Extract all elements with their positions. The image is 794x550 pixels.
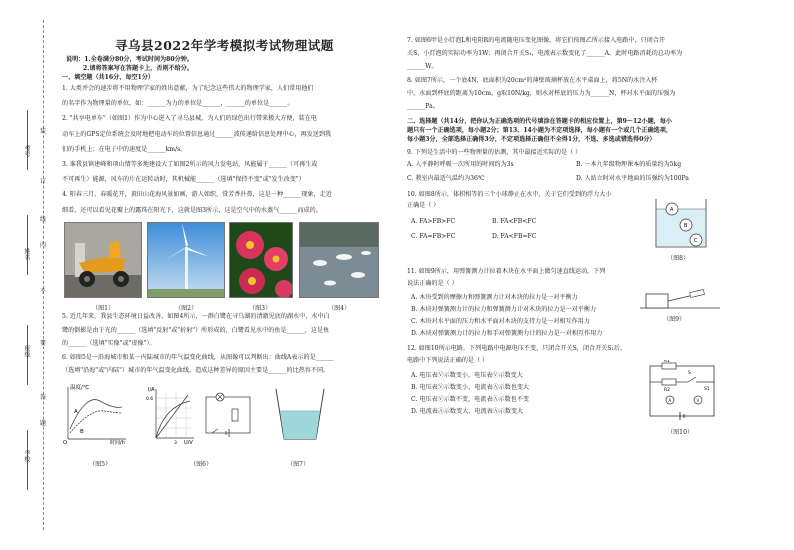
q11-option-c: C. 木块对水平面的压力和水平面对木块的支持力是一对相互作用力 <box>411 318 590 325</box>
question-text-line: 8. 如图7所示，一个底4N，底面积为20cm²的薄壁玻璃杯放在水平桌面上，将5N的水注入杯 <box>407 76 658 84</box>
question-text-line: （选填"沿海"或"内陆"）城市的年气温变化曲线，造成这种差异的原因主要是______的比热容不同。 <box>62 367 330 375</box>
figure-2-photo <box>147 222 225 298</box>
wind-turbine-illustration <box>148 223 224 297</box>
q9-option-a: A. 人平静时呼吸一次所用的时间约为3s <box>407 161 514 168</box>
section2-heading: 二、选择题（共14分，把你认为正确选项的代号填涂在答题卡的相应位置上，第9～12小题，每小 <box>407 118 672 125</box>
figure-8-beaker <box>652 195 710 251</box>
q12-stem: 12. 如图10所示电路，下列电路中电源电压不变，只闭合开关S，闭合开关S₁后， <box>407 345 627 352</box>
question-text-line: 不可再生）能源，风车的片在运转动时，其机械能______（选填"保持不变"或"发生改变"） <box>62 176 305 184</box>
binding-underline <box>27 215 28 275</box>
question-text-line: 中，水面到杯底的距离为10cm，g取10N/kg，则水对杯底的压力为______N，杯对水平面的压强为 <box>407 89 676 97</box>
question-text-line: 动车上的GPS定位系统会及时地把电动车的位置信息通过______波传递给信息处理中心，再发送到我 <box>62 130 332 138</box>
q12-option-a: A. 电压表Ⓥ示数变小，电压表Ⓥ示数变大 <box>411 372 523 379</box>
binding-mark: 不 <box>40 288 47 295</box>
fig6-ylabel: I/A <box>148 387 155 393</box>
paper-title: 寻乌县2022年学考模拟考试物理试题 <box>115 38 334 53</box>
question-text-line: 的名字作为物理量的单位，如：______为力的单位是______，______的单位是______。 <box>62 100 294 108</box>
fig8-label-c: C <box>694 238 698 244</box>
ebike-illustration <box>65 223 141 297</box>
binding-mark: 订 <box>40 178 47 185</box>
question-text-line: 细看，还可以看见花瓣上的露珠在阳光下，这就是图3所示，这是空气中的水蒸气______而成的。 <box>62 206 322 214</box>
binding-mark: 线 <box>40 216 47 223</box>
fig5-xlabel: 时间/h <box>110 440 125 445</box>
binding-mark: 答 <box>40 394 47 401</box>
q9-stem: 9. 下列是生活中的一些物理量的估测，其中最接近实际的是（ ） <box>407 149 582 156</box>
question-text-line: 6. 如图5是一沿海城市和某一内陆城市的年气温变化曲线，从图像可以判断出：曲线A表示的是______ <box>62 353 334 361</box>
q11-stem-2: 说法正确的是（ ） <box>407 280 458 287</box>
q10-stem-2: 正确是（ ） <box>407 202 440 209</box>
figure-3-photo <box>229 222 293 298</box>
binding-strip <box>0 0 60 550</box>
q11-stem: 11. 如图9所示，用弹簧测力计拉着木块在水平面上做匀速直线运动，下列 <box>407 268 606 275</box>
figure-6-diagram <box>146 383 256 445</box>
question-text-line: 关S，小灯泡的实际功率为1W；再闭合开关S₁，电流表示数变化了______A，此时电路消耗的总功率为 <box>407 50 683 58</box>
q11-option-a: A. 木块受到的摩擦力和弹簧测力计对木块的拉力是一对平衡力 <box>411 294 578 301</box>
instruction-line: 说明：1.全卷满分80分，考试时间为80分钟。 <box>66 56 193 63</box>
question-text-line: 2. "共享电单车"（如图1）作为中心进入了寻乌县城，为人们的绿色出行带来极大方便，装在电 <box>62 115 317 123</box>
fig8-label-a: A <box>670 207 674 213</box>
figure-1-caption: （图1） <box>92 305 115 312</box>
fig6-tick-y: 0.6 <box>146 397 154 402</box>
question-text-line: 们的手机上；在电子中的速度是______km/s。 <box>62 145 187 153</box>
q12-option-d: D. 电流表Ⓐ示数变大，电流表Ⓐ示数变大 <box>411 408 524 415</box>
fig6-grid <box>156 389 194 438</box>
binding-mark: 题 <box>40 420 47 427</box>
fig8-label-b: B <box>684 223 688 229</box>
q10-option-c: C. FA=FB>FC <box>411 233 456 240</box>
binding-mark: 装 <box>40 128 47 135</box>
figure-4-caption: （图4） <box>328 305 351 312</box>
question-text-line: ______W。 <box>407 63 438 71</box>
section2-line: 每小题3分，全部选择正确得3分，不定项选择正确但不全得1分，不选、多选或错选得0分） <box>407 136 656 143</box>
binding-mark: 内 <box>40 242 47 249</box>
q9-option-d: D. 人站立时对水平地面的压强约为100Pa <box>576 175 689 182</box>
q12-option-b: B. 电压表Ⓥ示数变小，电流表Ⓐ示数也变大 <box>411 384 530 391</box>
fig5-curve-a <box>70 400 122 429</box>
figure-1-photo <box>64 222 142 298</box>
question-text-line: 7. 如图6甲是小灯泡L和电阻R的电流随电压变化图像，将它们按图乙所示接入电路中，只闭合开 <box>407 37 665 44</box>
q10-stem: 10. 如图8所示，体积相等的三个小球静止在水中，关于它们受到的浮力大小 <box>407 191 612 198</box>
question-text-line: 1. 大类并会的速步将不用物理学家的姓出意献，为了纪念这些伟大的物理学家，人们常用他们 <box>62 85 314 92</box>
question-text-line: ______Pa。 <box>407 103 439 110</box>
binding-underline <box>27 110 28 170</box>
figure-4-photo <box>299 222 379 298</box>
binding-label-school: 学校 <box>23 450 30 462</box>
fig5-label-a: A <box>74 409 78 415</box>
q10-option-b: B. FA<FB<FC <box>492 218 537 225</box>
fig6-tick-x: 3 <box>174 441 177 445</box>
q10-option-d: D. FA<FB=FC <box>492 233 537 240</box>
fig5-ylabel: 温度/℃ <box>70 385 90 391</box>
fig6-circuit <box>206 393 250 437</box>
question-text-line: 4. 阳春三月，春暖花开，黄田山花海风景如画，游人如织，赏芳香扑鼻，这是一种______现象，走近 <box>62 191 332 199</box>
question-text-line: 的______（选填"实像"或"虚像"）。 <box>62 340 156 348</box>
binding-label-exam-number: 考号 <box>23 145 30 157</box>
instruction-line: 2.请将答案写在答题卡上，否则不给分。 <box>83 65 193 72</box>
binding-mark: 要 <box>40 340 47 347</box>
fig10-label-r1: R1 <box>664 360 670 364</box>
figure-10-circuit <box>644 360 720 422</box>
fig5-label-b: B <box>80 429 84 435</box>
figure-9-block <box>640 282 720 312</box>
figure-3-caption: （图3） <box>249 305 272 312</box>
binding-label-class: 班级 <box>23 345 30 357</box>
figure-7-container <box>270 383 330 445</box>
q11-option-b: B. 木块对弹簧测力计的拉力和弹簧测力计对木块的拉力是一对平衡力 <box>411 306 597 313</box>
q12-option-c: C. 电压表Ⓥ示数不变，电流表Ⓐ示数也不变 <box>411 396 530 403</box>
section2-line: 题只有一个正确选项，每小题2分；第13、14小题为不定项选择，每小题有一个或几个正确选项， <box>407 127 672 134</box>
figure-6-caption: （图6） <box>190 461 213 468</box>
fig10-label-s1: S1 <box>704 387 710 392</box>
section-heading: 一、填空题（共16分，每空1分） <box>62 74 154 81</box>
fig10-label-a: A <box>668 398 672 403</box>
fig10-r2 <box>662 379 676 385</box>
question-text-line: 5. 近几年来，我县生态环境日益改善，如图4所示，一群白鹭在寻乌湖的清澈见底的湖水中，水中白 <box>62 313 330 320</box>
fig6-xlabel: U/V <box>184 440 193 445</box>
binding-dashed-line <box>43 20 44 530</box>
flowers-illustration <box>230 223 292 297</box>
fig10-label-v: V <box>696 398 700 403</box>
q11-option-d: D. 木块对弹簧测力计的拉力和手对弹簧测力计的拉力是一对相互作用力 <box>411 330 603 337</box>
egrets-illustration <box>300 223 378 297</box>
fig10-label-r2: R2 <box>664 388 670 393</box>
fig5-origin: O <box>63 440 67 445</box>
figure-5-caption: （图5） <box>89 461 112 468</box>
figure-5-graph <box>60 383 130 445</box>
q9-option-b: B. 一本九年级物理课本的质量约为5kg <box>576 161 682 168</box>
fig10-label-s: S <box>688 371 691 376</box>
binding-label-name: 姓名 <box>23 248 30 260</box>
question-text-line: 鹭的倒影是由于光的______（选填"反射"或"折射"）所形成的，白鹭看见水中的鱼是______，这是鱼 <box>62 326 330 334</box>
figure-7-caption: （图7） <box>287 461 310 468</box>
q9-option-c: C. 教室内最适气温约为36℃ <box>407 175 485 182</box>
figure-9-caption: （图9） <box>663 316 686 323</box>
question-text-line: 3. 谁我县镇建峰和项山情等多地建设大了如图2所示的风力发电站，风能属于______（可再生或 <box>62 161 318 168</box>
figure-10-caption: （图10） <box>667 429 694 436</box>
q10-option-a: A. FA>FB>FC <box>411 218 456 225</box>
figure-2-caption: （图2） <box>175 305 198 312</box>
q12-stem-2: 电路中下列说法正确的是（ ） <box>407 357 489 364</box>
figure-8-caption: （图8） <box>667 255 690 262</box>
